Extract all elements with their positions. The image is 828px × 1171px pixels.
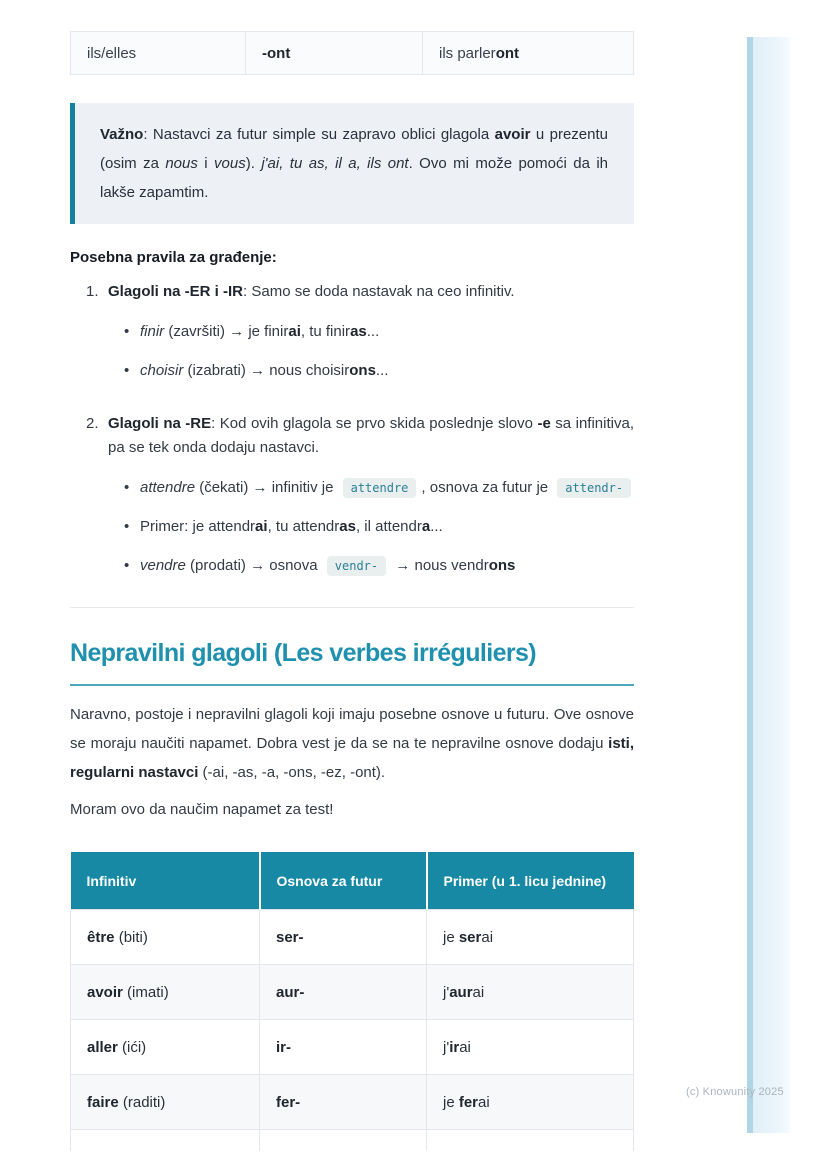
header-stem: Osnova za futur	[260, 852, 427, 910]
cell-stem: ir-	[260, 1020, 427, 1075]
example-bullet	[108, 515, 634, 539]
table-header-row	[71, 852, 634, 910]
copyright-credit: (c) Knowunity 2025	[686, 1086, 784, 1098]
cell-stem: ser-	[260, 910, 427, 965]
note-line: Moram ovo da naučim napamet za test!	[70, 801, 334, 818]
section-heading: Nepravilni glagoli (Les verbes irréguliers)	[70, 632, 634, 686]
example-bullet	[108, 554, 634, 578]
example-bullet	[108, 320, 634, 344]
rule-examples	[108, 320, 634, 383]
rules-list	[70, 280, 634, 593]
example-text: attendre (čekati) → infinitiv je attendre , osnova za futur je attendr-	[140, 476, 636, 500]
rules-subheading: Posebna pravila za građenje:	[70, 249, 277, 266]
bullet-icon	[124, 320, 140, 344]
important-note-callout: Važno: Nastavci za futur simple su zapravo oblici glagola avoir u prezentu (osim za nous i vous). j'ai, tu as, il a, ils ont. Ovo mi može pomoći da ih lakše zapamtim.	[70, 103, 634, 224]
cell-infinitive: être (biti)	[71, 910, 260, 965]
endings-table-fragment	[70, 31, 634, 75]
example-text: Primer: je attendrai, tu attendras, il attendra...	[140, 518, 443, 535]
cell-infinitive	[71, 1130, 260, 1152]
cell-example: j'aurai	[427, 965, 634, 1020]
cell-infinitive: faire (raditi)	[71, 1075, 260, 1130]
list-number: 1.	[86, 283, 99, 300]
table-row	[71, 910, 634, 965]
example-bullet	[108, 476, 634, 500]
cell-pronoun: ils/elles	[71, 32, 246, 75]
table-row	[71, 1075, 634, 1130]
example-text: vendre (prodati) → osnova vendr- → nous vendrons	[140, 557, 516, 574]
cell-stem: fer-	[260, 1075, 427, 1130]
rule-text: Glagoli na -ER i -IR: Samo se doda nastavak na ceo infinitiv.	[108, 283, 515, 300]
cell-example: j'irai	[427, 1020, 634, 1075]
header-example: Primer (u 1. licu jednine)	[427, 852, 634, 910]
intro-paragraph: Naravno, postoje i nepravilni glagoli koji imaju posebne osnove u futuru. Ove osnove se moraju naučiti napamet. Dobra vest je da se na te nepravilne osnove dodaju isti, regularni nastavci (-ai, -as, -a, -ons, -ez, -ont).	[70, 706, 634, 781]
document-content	[70, 0, 634, 1151]
list-number: 2.	[86, 415, 99, 432]
cell-ending: -ont	[246, 32, 423, 75]
table-row	[71, 1020, 634, 1075]
rule-item-1	[70, 280, 634, 398]
decorative-side-strip	[747, 37, 791, 1133]
bullet-icon	[124, 476, 140, 500]
header-infinitive: Infinitiv	[71, 852, 260, 910]
example-text: finir (završiti) → je finirai, tu finiras...	[140, 323, 380, 340]
rule-text: Glagoli na -RE: Kod ovih glagola se prvo skida poslednje slovo -e sa infinitiva, pa se tek onda dodaju nastavci.	[108, 415, 634, 456]
example-bullet	[108, 359, 634, 383]
cell-stem	[260, 1130, 427, 1152]
bullet-icon	[124, 554, 140, 578]
table-row	[71, 965, 634, 1020]
cell-example	[427, 1130, 634, 1152]
table-row-partial	[71, 1130, 634, 1152]
cell-infinitive: avoir (imati)	[71, 965, 260, 1020]
irregular-verbs-table	[70, 852, 634, 1151]
cell-infinitive: aller (ići)	[71, 1020, 260, 1075]
bullet-icon	[124, 359, 140, 383]
rule-examples	[108, 476, 634, 578]
cell-stem: aur-	[260, 965, 427, 1020]
table-row	[71, 32, 634, 75]
cell-example: ils parleront	[423, 32, 634, 75]
bullet-icon	[124, 515, 140, 539]
cell-example: je ferai	[427, 1075, 634, 1130]
example-text: choisir (izabrati) → nous choisirons...	[140, 362, 389, 379]
rule-item-2	[70, 412, 634, 593]
cell-example: je serai	[427, 910, 634, 965]
section-divider	[70, 607, 634, 608]
